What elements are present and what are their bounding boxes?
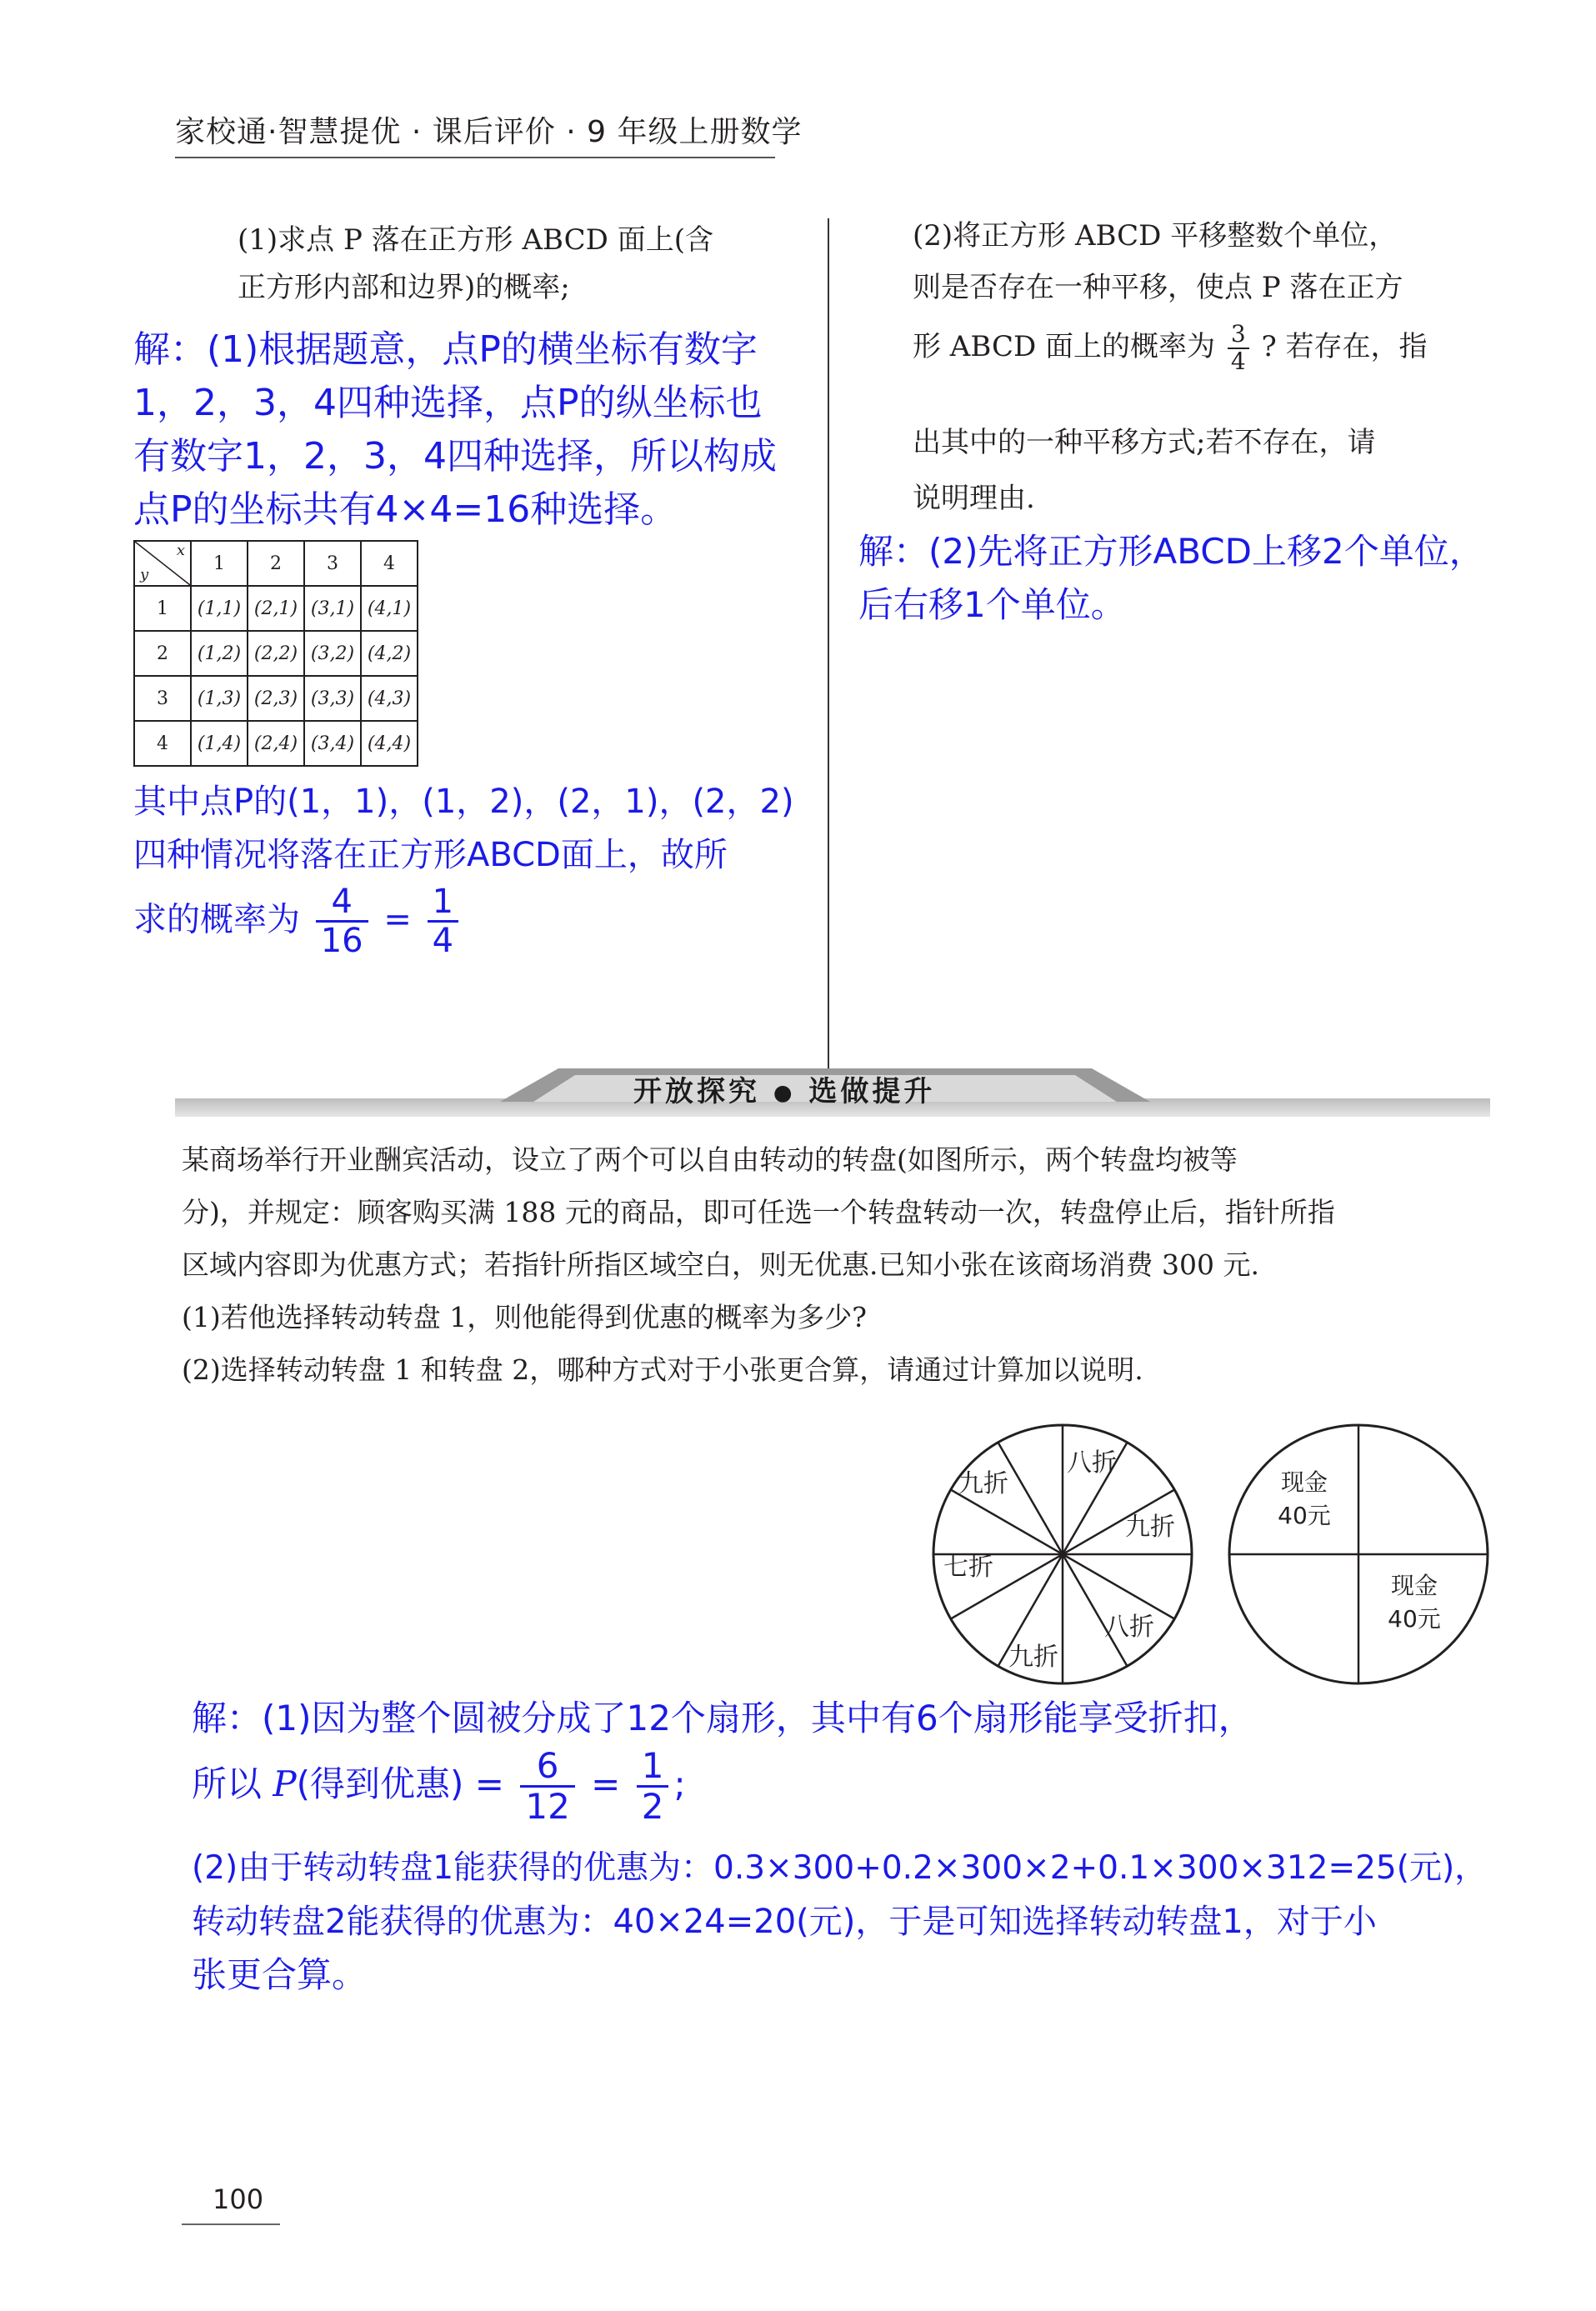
table-cell: (1,3) [191, 676, 248, 721]
table-row-header: 1 [134, 586, 191, 631]
corner-y-label: y [140, 566, 149, 583]
table-cell: (2,2) [248, 631, 304, 676]
header-rule [175, 157, 775, 158]
table-col-header: 3 [304, 541, 361, 586]
problem-line: 某商场举行开业酬宾活动，设立了两个可以自由转动的转盘(如图所示，两个转盘均被等 [182, 1143, 1238, 1176]
table-row [134, 676, 418, 721]
section-banner-title: 开放探究 ● 选做提升 [633, 1075, 936, 1108]
question-2-line-5: 说明理由. [913, 482, 1035, 515]
answer-1b-line: 其中点P的(1，1)，(1，2)，(2，1)，(2，2) [133, 783, 794, 821]
fraction-1-2: $\frac{1}{2}$ [637, 1747, 669, 1826]
answer-1-block [133, 323, 777, 537]
question-2-line-4: 出其中的一种平移方式;若不存在，请 [913, 426, 1376, 459]
column-divider [828, 218, 829, 1068]
wheel2-label: 现金 [1280, 1468, 1328, 1496]
table-cell: (4,2) [361, 631, 418, 676]
wheel1-label: 七折 [943, 1553, 993, 1582]
problem-statement [182, 1133, 1335, 1396]
problem-line: (2)选择转动转盘 1 和转盘 2，哪种方式对于小张更合算，请通过计算加以说明. [182, 1353, 1143, 1386]
fraction-1-4: $\frac{1}{4}$ [428, 883, 458, 959]
solution-line-2: 所以 P(得到优惠) = $\frac{6}{12}$ = $\frac{1}{2}$ ; [192, 1745, 686, 1828]
table-cell: (1,1) [191, 586, 248, 631]
table-corner-cell [134, 541, 191, 586]
table-cell: (2,3) [248, 676, 304, 721]
fraction-3-4: $\frac{3}{4}$ [1228, 322, 1249, 375]
spinner-wheel-1 [925, 1417, 1200, 1692]
page-number-rule [182, 2223, 280, 2225]
answer-1c-prefix: 求的概率为 [133, 900, 300, 939]
table-row-header: 2 [134, 631, 191, 676]
wheel1-label: 八折 [1067, 1448, 1117, 1478]
answer-1-line: 有数字1，2，3，4四种选择，所以构成 [133, 435, 777, 478]
table-row [134, 721, 418, 766]
wheel2-label: 40元 [1388, 1605, 1441, 1633]
table-cell: (2,4) [248, 721, 304, 766]
answer-1b-block [133, 775, 794, 882]
solution-line-3: (2)由于转动转盘1能获得的优惠为：0.3×300+0.2×300×2+0.1×300×312=25(元)， [192, 1849, 1488, 1887]
page-number: 100 [213, 2183, 264, 2215]
wheel1-label: 九折 [1125, 1513, 1175, 1542]
wheel2-label: 现金 [1390, 1572, 1438, 1599]
equals-sign: = [383, 900, 412, 939]
table-col-header: 4 [361, 541, 418, 586]
table-cell: (3,2) [304, 631, 361, 676]
answer-2-line: 后右移1个单位。 [858, 584, 1126, 625]
question-2-line-1: (2)将正方形 ABCD 平移整数个单位， [913, 219, 1398, 253]
page-header-title: 家校通·智慧提优 · 课后评价 · 9 年级上册数学 [175, 115, 803, 149]
table-cell: (4,4) [361, 721, 418, 766]
coordinate-table [133, 540, 418, 767]
spinner-wheel-2 [1221, 1417, 1496, 1692]
wheel1-label: 八折 [1104, 1613, 1154, 1642]
table-cell: (1,4) [191, 721, 248, 766]
answer-1-line: 1，2，3，4四种选择，点P的纵坐标也 [133, 382, 763, 424]
problem-line: 分)，并规定：顾客购买满 188 元的商品，即可任选一个转盘转动一次，转盘停止后，指针所指 [182, 1196, 1335, 1228]
solution-line-4: 转动转盘2能获得的优惠为：40×24=20(元)，于是可知选择转动转盘1，对于小 [192, 1903, 1377, 1941]
question-2-line-3: 形 ABCD 面上的概率为 $\frac{3}{4}$ ? 若存在，指 [913, 320, 1428, 375]
table-row-header: 3 [134, 676, 191, 721]
table-cell: (1,2) [191, 631, 248, 676]
table-cell: (3,1) [304, 586, 361, 631]
fraction-6-12: $\frac{6}{12}$ [520, 1747, 574, 1826]
question-2-line-2: 则是否存在一种平移，使点 P 落在正方 [913, 271, 1403, 304]
answer-1-line: 点P的坐标共有4×4=16种选择。 [133, 488, 678, 531]
table-cell: (3,3) [304, 676, 361, 721]
wheel2-label: 40元 [1278, 1502, 1331, 1529]
table-row-header: 4 [134, 721, 191, 766]
table-cell: (4,1) [361, 586, 418, 631]
answer-1b-line: 四种情况将落在正方形ABCD面上，故所 [133, 836, 728, 874]
table-col-header: 2 [248, 541, 304, 586]
wheel1-label: 九折 [958, 1469, 1008, 1498]
answer-1c-line [133, 883, 463, 959]
corner-x-label: x [176, 542, 185, 559]
table-cell: (3,4) [304, 721, 361, 766]
question-1-line-1: (1)求点 P 落在正方形 ABCD 面上(含 [238, 223, 713, 257]
table-cell: (2,1) [248, 586, 304, 631]
table-header-row [134, 541, 418, 586]
question-1-line-2: 正方形内部和边界)的概率; [238, 271, 570, 304]
answer-2-block [858, 525, 1484, 632]
answer-1-line: 解：(1)根据题意，点P的横坐标有数字 [133, 328, 758, 371]
table-row [134, 631, 418, 676]
wheel1-label: 九折 [1008, 1643, 1058, 1672]
answer-2-line: 解：(2)先将正方形ABCD上移2个单位， [858, 531, 1484, 572]
fraction-4-16: $\frac{4}{16}$ [316, 883, 368, 959]
table-col-header: 1 [191, 541, 248, 586]
solution-line-5: 张更合算。 [192, 1954, 368, 1995]
problem-line: (1)若他选择转动转盘 1，则他能得到优惠的概率为多少? [182, 1301, 867, 1333]
table-cell: (4,3) [361, 676, 418, 721]
problem-line: 区域内容即为优惠方式；若指针所指区域空白，则无优惠.已知小张在该商场消费 300 元. [182, 1248, 1259, 1281]
solution-line-1: 解：(1)因为整个圆被分成了12个扇形，其中有6个扇形能享受折扣， [192, 1698, 1253, 1738]
table-row [134, 586, 418, 631]
